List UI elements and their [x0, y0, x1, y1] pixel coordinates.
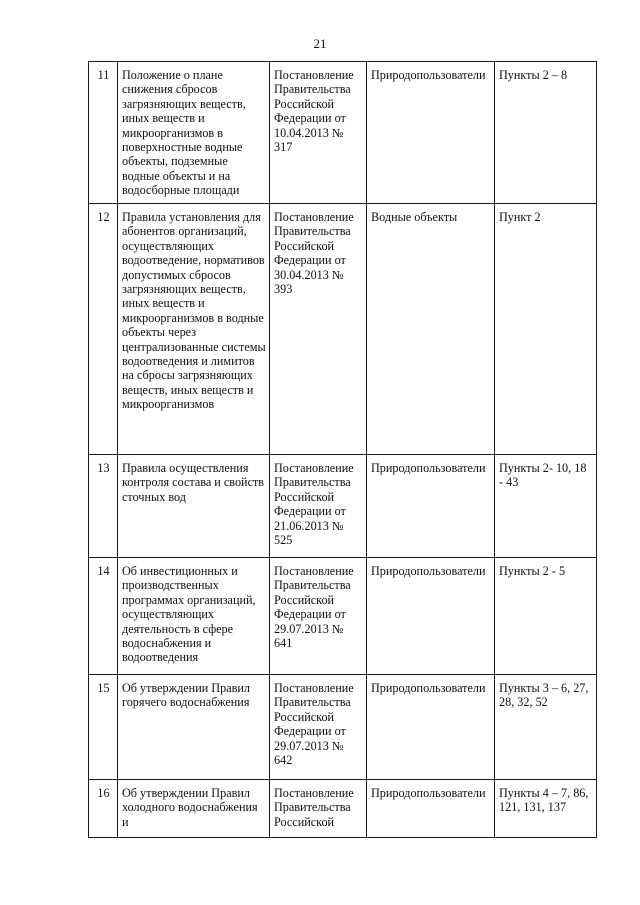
act-name: Правила установления для абонентов организаций, осуществляющих водоотведение, нормативов допустимых сбросов загрязняющих веществ, иных веществ и микроорганизмов в водные объекты через централизованные системы водоотведения и лимитов на сбросы загрязняющих веществ, иных веществ и микроорганизмов	[118, 204, 270, 455]
act-name: Об утверждении Правил горячего водоснабжения	[118, 675, 270, 780]
table-row	[89, 675, 597, 780]
act-items: Пункты 2 – 8	[495, 62, 597, 204]
row-number: 14	[89, 558, 118, 675]
table-row	[89, 204, 597, 455]
act-document: Постановление Правительства Российской Федерации от 29.07.2013 № 641	[270, 558, 367, 675]
act-name: Положение о плане снижения сбросов загрязняющих веществ, иных веществ и микроорганизмов в поверхностные водные объекты, подземные водные объекты и на водосборные площади	[118, 62, 270, 204]
row-number: 13	[89, 455, 118, 558]
act-document: Постановление Правительства Российской Федерации от 29.07.2013 № 642	[270, 675, 367, 780]
row-number: 11	[89, 62, 118, 204]
row-number: 16	[89, 780, 118, 838]
act-name: Об утверждении Правил холодного водоснабжения и	[118, 780, 270, 838]
table-row	[89, 558, 597, 675]
act-items: Пункты 2 - 5	[495, 558, 597, 675]
act-subjects: Природопользователи	[367, 558, 495, 675]
act-name: Об инвестиционных и производственных программах организаций, осуществляющих деятельность в сфере водоснабжения и водоотведения	[118, 558, 270, 675]
row-number: 12	[89, 204, 118, 455]
act-subjects: Природопользователи	[367, 455, 495, 558]
act-subjects: Природопользователи	[367, 780, 495, 838]
act-name: Правила осуществления контроля состава и свойств сточных вод	[118, 455, 270, 558]
page-number: 21	[313, 36, 327, 51]
act-items: Пункты 4 – 7, 86, 121, 131, 137	[495, 780, 597, 838]
act-document: Постановление Правительства Российской	[270, 780, 367, 838]
act-items: Пункт 2	[495, 204, 597, 455]
act-document: Постановление Правительства Российской Федерации от 10.04.2013 № 317	[270, 62, 367, 204]
act-document: Постановление Правительства Российской Федерации от 21.06.2013 № 525	[270, 455, 367, 558]
row-number: 15	[89, 675, 118, 780]
regulations-table	[88, 61, 597, 838]
act-document: Постановление Правительства Российской Федерации от 30.04.2013 № 393	[270, 204, 367, 455]
act-items: Пункты 3 – 6, 27, 28, 32, 52	[495, 675, 597, 780]
act-subjects: Водные объекты	[367, 204, 495, 455]
act-subjects: Природопользователи	[367, 62, 495, 204]
act-items: Пункты 2- 10, 18 - 43	[495, 455, 597, 558]
table-row	[89, 455, 597, 558]
table-row	[89, 62, 597, 204]
table-row	[89, 780, 597, 838]
act-subjects: Природопользователи	[367, 675, 495, 780]
